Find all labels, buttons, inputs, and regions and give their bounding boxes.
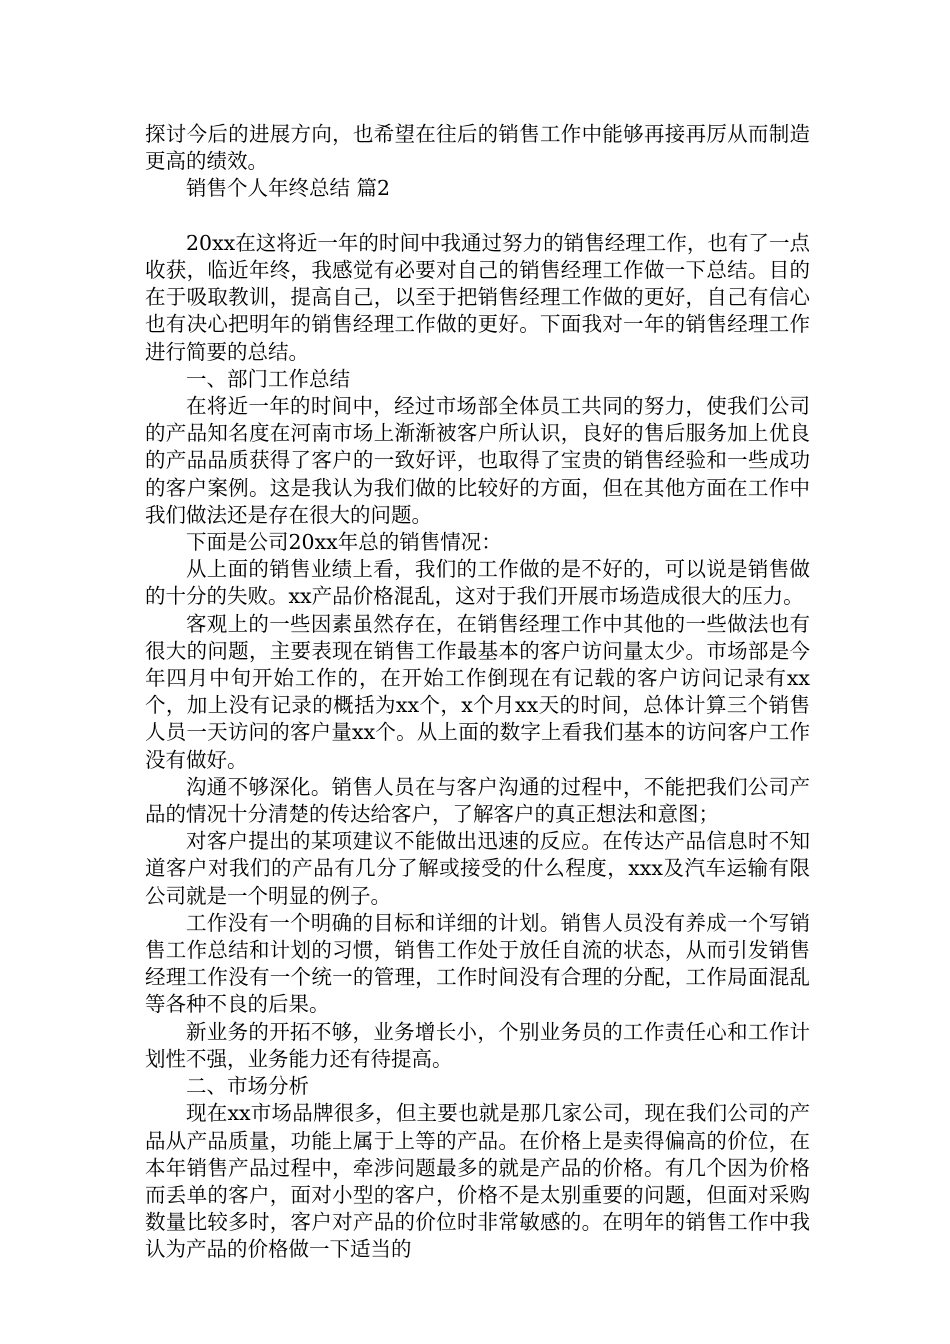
heading-market-analysis: 二、市场分析 xyxy=(186,1074,309,1099)
paragraph: 客观上的一些因素虽然存在，在销售经理工作中其他的一些做法也有很大的问题，主要表现在销售工作最基本的客户访问量太少。市场部是今年四月中旬开始工作的，在开始工作倒现在有记载的客户访问记录有xx个，加上没有记录的概括为xx个，x个月xx天的时间，总体计算三个销售人员一天访问的客户量xx个。从上面的数字上看我们基本的访问客户工作没有做好。 xyxy=(145,611,810,772)
paragraph: 对客户提出的某项建议不能做出迅速的反应。在传达产品信息时不知道客户对我们的产品有几分了解或接受的什么程度，xxx及汽车运输有限公司就是一个明显的例子。 xyxy=(145,829,810,908)
paragraph: 工作没有一个明确的目标和详细的计划。销售人员没有养成一个写销售工作总结和计划的习惯，销售工作处于放任自流的状态，从而引发销售经理工作没有一个统一的管理，工作时间没有合理的分配，工作局面混乱等各种不良的后果。 xyxy=(145,910,810,1017)
paragraph: 沟通不够深化。销售人员在与客户沟通的过程中，不能把我们公司产品的情况十分清楚的传达给客户，了解客户的真正想法和意图； xyxy=(145,774,810,827)
paragraph: 新业务的开拓不够，业务增长小，个别业务员的工作责任心和工作计划性不强，业务能力还有待提高。 xyxy=(145,1019,810,1071)
paragraph: 现在xx市场品牌很多，但主要也就是那几家公司，现在我们公司的产品从产品质量，功能上属于上等的产品。在价格上是卖得偏高的价位，在本年销售产品过程中，牵涉问题最多的就是产品的价格。有几个因为价格而丢单的客户，面对小型的客户，价格不是太别重要的问题，但面对采购数量比较多时，客户对产品的价位时非常敏感的。在明年的销售工作中我认为产品的价格做一下适当的 xyxy=(145,1101,810,1262)
paragraph: 从上面的销售业绩上看，我们的工作做的是不好的，可以说是销售做的十分的失败。xx产品价格混乱，这对于我们开展市场造成很大的压力。 xyxy=(145,557,810,609)
section-title: 销售个人年终总结 篇2 xyxy=(186,176,391,201)
document-body xyxy=(145,121,810,1264)
paragraph: 在将近一年的时间中，经过市场部全体员工共同的努力，使我们公司的产品知名度在河南市场上渐渐被客户所认识，良好的售后服务加上优良的产品品质获得了客户的一致好评，也取得了宝贵的销售经验和一些成功的客户案例。这是我认为我们做的比较好的方面，但在其他方面在工作中我们做法还是存在很大的问题。 xyxy=(145,394,810,527)
blank-line xyxy=(145,203,810,230)
heading-department-summary: 一、部门工作总结 xyxy=(186,366,350,391)
paragraph: 下面是公司20xx年总的销售情况： xyxy=(186,530,502,555)
paragraph-intro: 20xx在这将近一年的时间中我通过努力的销售经理工作，也有了一点收获，临近年终，我感觉有必要对自己的销售经理工作做一下总结。目的在于吸取教训，提高自己，以至于把销售经理工作做的更好，自己有信心也有决心把明年的销售经理工作做的更好。下面我对一年的销售经理工作进行简要的总结。 xyxy=(145,230,810,364)
paragraph-continuation: 探讨今后的进展方向，也希望在往后的销售工作中能够再接再厉从而制造更高的绩效。 xyxy=(145,122,810,174)
